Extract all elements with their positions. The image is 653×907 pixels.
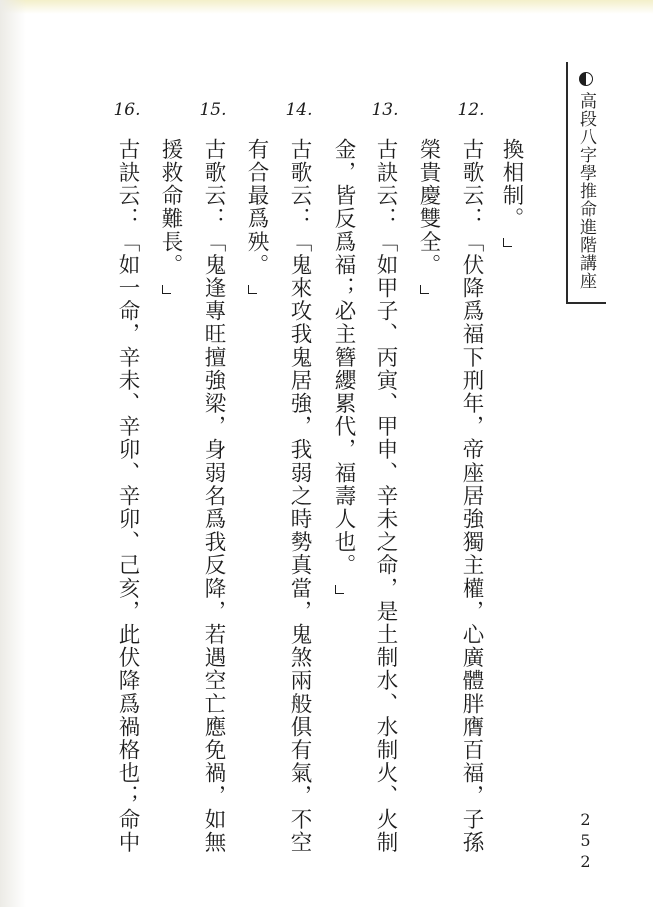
- entry-15-line-1: 古歌云：「鬼逢專旺擅強梁，身弱名爲我反降，若遇空亡應免禍，如無: [201, 138, 226, 855]
- closing-bracket: [162, 285, 171, 294]
- entry-number-13: 13.: [371, 100, 399, 120]
- yin-yang-icon: [579, 72, 593, 86]
- entry-number-16: 16.: [113, 100, 141, 120]
- entry-12-line-2: 榮貴慶雙全。: [413, 138, 443, 294]
- entry-16-line-1: 古訣云：「如一命，辛未、辛卯、辛卯、己亥，此伏降爲禍格也；命中: [115, 138, 140, 855]
- entry-13-line-2: 金，皆反爲福；必主簪纓累代，福壽人也。: [328, 138, 358, 594]
- closing-bracket: [420, 285, 429, 294]
- closing-bracket: [248, 285, 257, 294]
- entry-12-line-1: 古歌云：「伏降爲福下刑年，帝座居強獨主權，心廣體胖膺百福，子孫: [459, 138, 484, 855]
- entry-13-line-1: 古訣云：「如甲子、丙寅、甲申、辛未之命，是土制水、水制火、火制: [373, 138, 398, 855]
- continuation-line: 換相制。: [496, 138, 526, 247]
- closing-bracket: [503, 238, 512, 247]
- entry-14-line-1: 古歌云：「鬼來攻我鬼居強，我弱之時勢真當，鬼煞兩般俱有氣，不空: [287, 138, 312, 855]
- entry-number-12: 12.: [457, 100, 485, 120]
- page-number: 252: [576, 810, 595, 873]
- entry-15-line-2: 援救命難長。: [155, 138, 185, 294]
- entry-14-line-2: 有合最爲殃。: [241, 138, 271, 294]
- entry-number-15: 15.: [199, 100, 227, 120]
- book-title: 高段八字學推命進階講座: [576, 92, 596, 290]
- running-header: [575, 72, 597, 290]
- closing-bracket: [335, 585, 344, 594]
- entry-number-14: 14.: [285, 100, 313, 120]
